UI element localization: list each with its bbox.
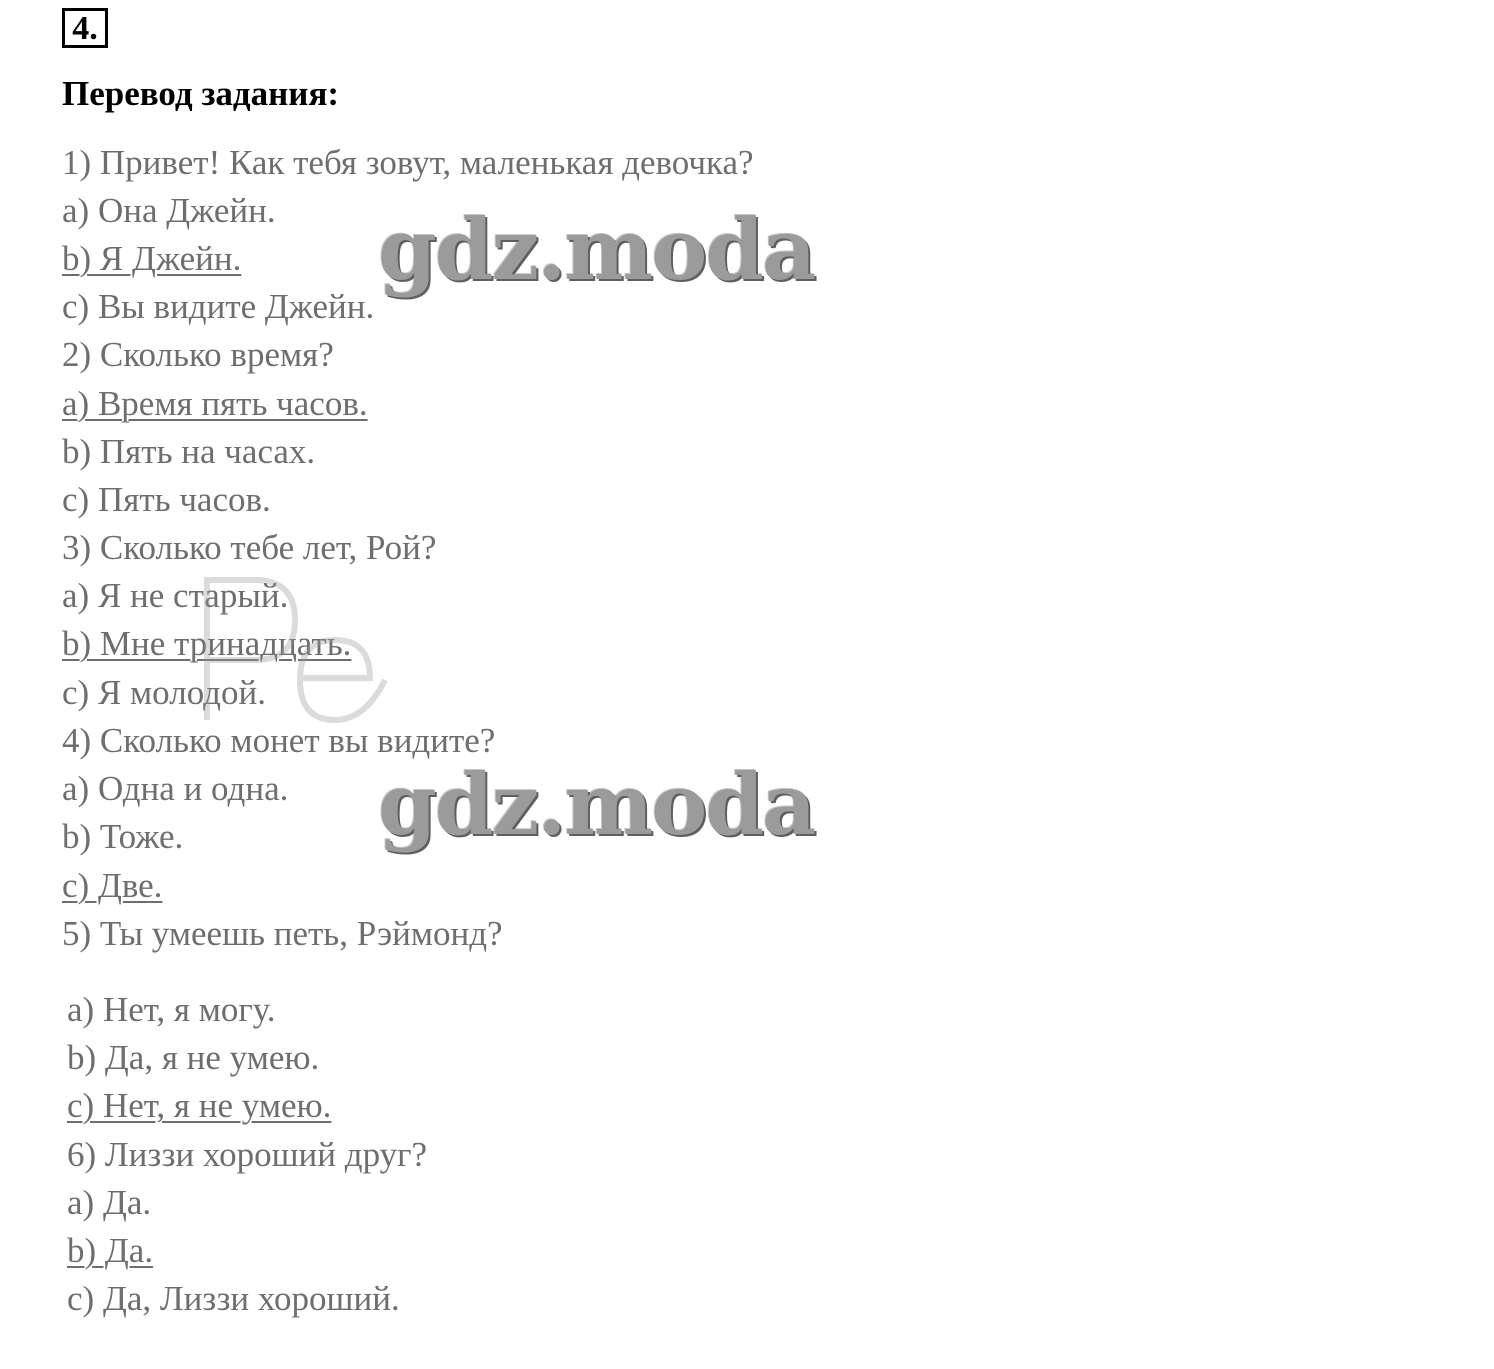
option-3c: c) Я молодой.: [62, 673, 266, 712]
question-2: 2) Сколько время?: [62, 335, 334, 374]
question-5: 5) Ты умеешь петь, Рэймонд?: [62, 914, 503, 953]
option-1b-correct: b) Я Джейн.: [62, 239, 242, 278]
option-4a: a) Одна и одна.: [62, 769, 289, 808]
watermark-logo-top: gdz.moda: [378, 200, 815, 299]
question-1: 1) Привет! Как тебя зовут, маленькая девочка?: [62, 143, 754, 182]
option-2b: b) Пять на часах.: [62, 432, 316, 471]
option-6c: c) Да, Лиззи хороший.: [67, 1279, 400, 1318]
option-1c: c) Вы видите Джейн.: [62, 287, 375, 326]
option-5c-correct: c) Нет, я не умею.: [67, 1086, 332, 1125]
option-5a: a) Нет, я могу.: [67, 990, 276, 1029]
question-3: 3) Сколько тебе лет, Рой?: [62, 528, 437, 567]
watermark-logo-bottom: gdz.moda: [378, 755, 815, 854]
task-number-box: 4.: [62, 8, 108, 48]
option-4b: b) Тоже.: [62, 817, 184, 856]
option-2a-correct: a) Время пять часов.: [62, 384, 368, 423]
option-6a: a) Да.: [67, 1183, 152, 1222]
option-1a: a) Она Джейн.: [62, 191, 276, 230]
page-title: Перевод задания:: [62, 74, 340, 113]
option-4c-correct: c) Две.: [62, 866, 163, 905]
option-3b-correct: b) Мне тринадцать.: [62, 624, 352, 663]
watermark-re-mark: [195, 560, 395, 730]
question-4: 4) Сколько монет вы видите?: [62, 721, 496, 760]
option-3a: a) Я не старый.: [62, 576, 289, 615]
option-6b-correct: b) Да.: [67, 1231, 154, 1270]
option-2c: c) Пять часов.: [62, 480, 271, 519]
option-5b: b) Да, я не умею.: [67, 1038, 320, 1077]
question-6: 6) Лиззи хороший друг?: [67, 1135, 427, 1174]
